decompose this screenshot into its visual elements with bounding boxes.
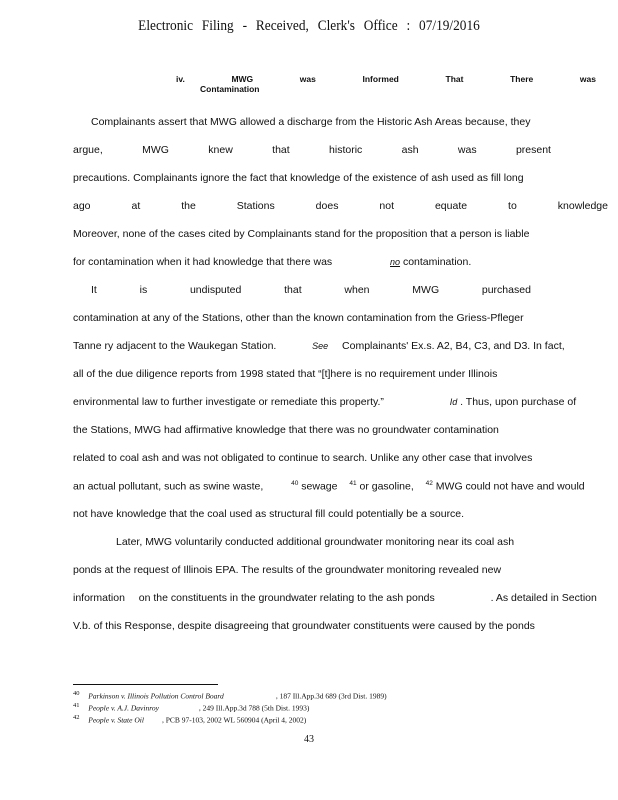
body-line <box>73 256 608 268</box>
text-run: Tanne ry adjacent to the Waukegan Station. <box>73 340 277 352</box>
section-heading <box>176 74 596 94</box>
word: not <box>379 200 395 212</box>
body-line: contamination at any of the Stations, other than the known contamination from the Griess-Pfleger <box>73 312 524 324</box>
case-citation: , 187 Ill.App.3d 689 (3rd Dist. 1989) <box>275 691 387 701</box>
citation-id: Id <box>449 397 458 407</box>
emphasis-no: no <box>390 257 401 267</box>
citation-signal: See <box>312 341 329 351</box>
word: that <box>284 284 302 296</box>
body-line-justified <box>73 200 608 212</box>
text-run: on the constituents in the groundwater relating to the ash ponds <box>138 592 435 604</box>
footnote <box>73 690 387 701</box>
text-run: for contamination when it had knowledge that there was <box>73 256 333 268</box>
word: purchased <box>481 284 531 296</box>
body-line <box>73 340 608 352</box>
word: does <box>315 200 339 212</box>
word: Stations <box>236 200 275 212</box>
footnote-number: 41 <box>73 702 80 709</box>
body-line <box>73 480 608 493</box>
body-line: Moreover, none of the cases cited by Complainants stand for the proposition that a person is liable <box>73 228 530 240</box>
word: to <box>508 200 517 212</box>
word: MWG <box>412 284 440 296</box>
word: equate <box>434 200 468 212</box>
text-run: information <box>73 592 125 604</box>
footnote-number: 40 <box>73 690 80 697</box>
body-line: ponds at the request of Illinois EPA. The results of the groundwater monitoring revealed new <box>73 564 502 576</box>
word: MWG <box>142 144 169 156</box>
word: knowledge <box>557 200 608 212</box>
text-run: or gasoline, <box>359 480 414 493</box>
footnote <box>73 714 306 725</box>
heading-word: MWG <box>231 74 254 84</box>
case-name: People v. A.J. Davinroy <box>88 703 159 713</box>
text-run: an actual pollutant, such as swine waste, <box>73 480 264 493</box>
filing-header: Electronic Filing - Received, Clerk's Office : 07/19/2016 <box>138 18 480 34</box>
body-line <box>73 592 608 604</box>
word: when <box>344 284 370 296</box>
case-citation: , PCB 97-103, 2002 WL 560904 (April 4, 2002) <box>161 715 307 725</box>
text-run: . As detailed in Section <box>490 592 597 604</box>
heading-line-2: Contamination <box>200 84 260 94</box>
heading-word: That <box>445 74 464 84</box>
text-run: contamination. <box>402 256 472 268</box>
word: ash <box>401 144 419 156</box>
heading-word: There <box>510 74 534 84</box>
footnote-ref: 40 <box>291 480 299 487</box>
word: ago <box>73 200 91 212</box>
heading-line-1 <box>176 74 596 84</box>
word: at <box>131 200 141 212</box>
body-line: not have knowledge that the coal used as structural fill could potentially be a source. <box>73 508 465 520</box>
case-citation: , 249 Ill.App.3d 788 (5th Dist. 1993) <box>198 703 310 713</box>
text-run: environmental law to further investigate or remediate this property.” <box>73 396 384 408</box>
word: present <box>515 144 551 156</box>
word: is <box>139 284 148 296</box>
body-line: related to coal ash and was not obligated to continue to search. Unlike any other case that involves <box>73 452 533 464</box>
footnote-divider <box>73 684 218 685</box>
body-line-justified <box>91 284 531 296</box>
footnote-ref: 42 <box>425 480 433 487</box>
page-number: 43 <box>304 734 314 745</box>
footnote-ref: 41 <box>349 480 357 487</box>
text-run: MWG could not have and would <box>435 480 585 493</box>
body-line: Complainants assert that MWG allowed a discharge from the Historic Ash Areas because, they <box>91 116 531 128</box>
word: was <box>457 144 477 156</box>
heading-number: iv. <box>176 74 185 84</box>
text-run: Complainants' Ex.s. A2, B4, C3, and D3. In fact, <box>342 340 565 352</box>
body-line-justified <box>73 144 551 156</box>
case-name: Parkinson v. Illinois Pollution Control Board <box>88 691 224 701</box>
word: the <box>181 200 196 212</box>
body-line: all of the due diligence reports from 1998 stated that “[t]here is no requirement under Illinois <box>73 368 498 380</box>
word: argue, <box>73 144 103 156</box>
footnote <box>73 702 309 713</box>
heading-word: was <box>299 74 316 84</box>
text-run: . Thus, upon purchase of <box>460 396 577 408</box>
body-line <box>73 396 608 408</box>
heading-word: Informed <box>362 74 399 84</box>
body-line: V.b. of this Response, despite disagreeing that groundwater constituents were caused by the ponds <box>73 620 535 632</box>
body-line: precautions. Complainants ignore the fact that knowledge of the existence of ash used as fill long <box>73 172 524 184</box>
text-run: sewage <box>301 480 338 493</box>
body-line: the Stations, MWG had affirmative knowledge that there was no groundwater contamination <box>73 424 499 436</box>
case-name: People v. State Oil <box>88 715 144 725</box>
word: It <box>91 284 97 296</box>
body-line: Later, MWG voluntarily conducted additional groundwater monitoring near its coal ash <box>116 536 515 548</box>
word: undisputed <box>189 284 242 296</box>
word: knew <box>208 144 233 156</box>
heading-word: was <box>579 74 596 84</box>
word: historic <box>329 144 363 156</box>
word: that <box>272 144 290 156</box>
footnote-number: 42 <box>73 714 80 721</box>
